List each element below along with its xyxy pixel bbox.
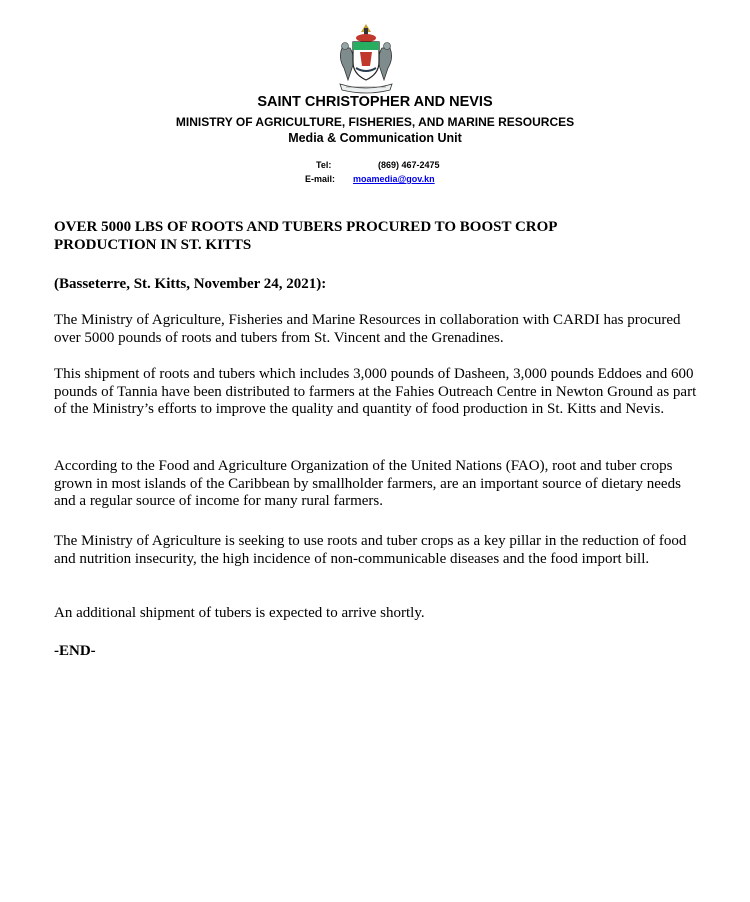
release-headline: OVER 5000 LBS OF ROOTS AND TUBERS PROCURED TO BOOST CROP PRODUCTION IN ST. KITTS: [54, 219, 557, 253]
paragraph: According to the Food and Agriculture Organization of the United Nations (FAO), root and tuber crops grown in most islands of the Caribbean by smallholder farmers, are an important source of dietary needs and a regular source of income for many rural farmers.: [54, 458, 681, 509]
email-label: E-mail:: [305, 174, 336, 184]
end-marker: -END-: [54, 643, 96, 659]
tel-value: (869) 467-2475: [378, 160, 440, 170]
paragraph: This shipment of roots and tubers which includes 3,000 pounds of Dasheen, 3,000 pounds Eddoes and 600 pounds of Tannia have been distributed to farmers at the Fahies Outreach Centre in Newton Ground as part of the Ministry’s efforts to improve the quality and quantity of food production in St. Kitts and Nevis.: [54, 366, 697, 417]
paragraph: An additional shipment of tubers is expected to arrive shortly.: [54, 605, 425, 621]
country-title: SAINT CHRISTOPHER AND NEVIS: [257, 94, 493, 110]
paragraph: The Ministry of Agriculture is seeking to use roots and tuber crops as a key pillar in the reduction of food and nutrition insecurity, the high incidence of non-communicable diseases and the food import bill.: [54, 533, 687, 567]
email-link[interactable]: moamedia@gov.kn: [353, 174, 435, 184]
paragraph: The Ministry of Agriculture, Fisheries and Marine Resources in collaboration with CARDI has procured over 5000 pounds of roots and tubers from St. Vincent and the Grenadines.: [54, 312, 681, 346]
unit-title: Media & Communication Unit: [288, 131, 462, 145]
ministry-title: MINISTRY OF AGRICULTURE, FISHERIES, AND MARINE RESOURCES: [175, 115, 575, 129]
tel-label: Tel:: [316, 160, 332, 170]
coat-of-arms-icon: [334, 22, 398, 94]
release-dateline: (Basseterre, St. Kitts, November 24, 2021):: [54, 276, 327, 292]
